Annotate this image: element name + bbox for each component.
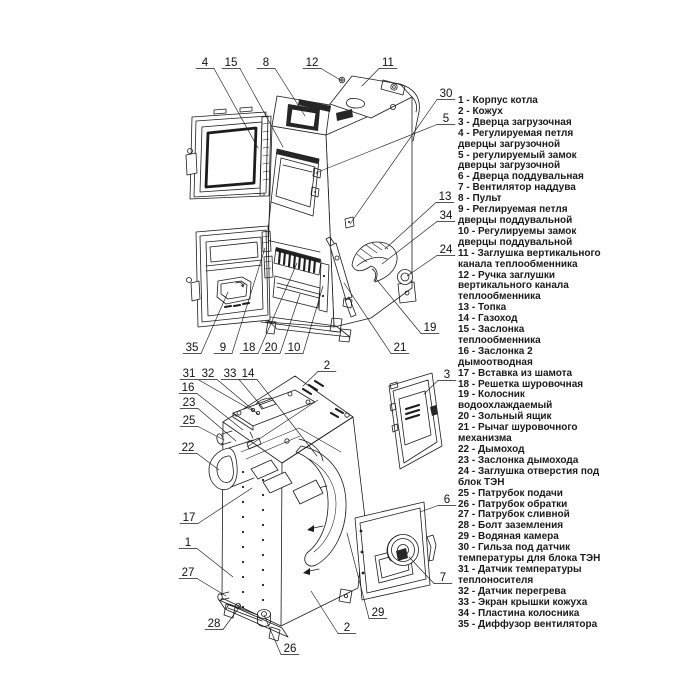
legend-item — [458, 151, 634, 173]
legend-line: 34 - Пластина колосника — [458, 607, 580, 619]
shamot-plate-1 — [251, 460, 278, 479]
legend-item — [458, 423, 634, 445]
callout-6: 6 — [443, 494, 451, 506]
legend-line: блок ТЭН — [458, 476, 505, 488]
legend-line: 3 - Дверца загрузочная — [458, 116, 572, 128]
leader-line-17 — [198, 488, 252, 524]
leader-line-1 — [197, 549, 233, 578]
drain-pipe — [218, 594, 222, 600]
leader-line-32 — [217, 380, 258, 415]
legend-line: 13 - Топка — [458, 302, 507, 314]
callout-31: 31 — [182, 368, 196, 380]
legend-line: 20 - Зольный ящик — [458, 411, 552, 423]
legend-line: 19 - Колосник — [458, 389, 525, 401]
legend-line: 31 - Датчик температуры — [458, 563, 582, 575]
callout-17: 17 — [182, 512, 196, 524]
callout-35: 35 — [185, 342, 199, 354]
leader-line-26 — [264, 615, 281, 655]
callout-3: 3 — [443, 369, 451, 381]
lock-strip-bolt — [322, 295, 324, 297]
sensor-sleeve-hole — [348, 221, 350, 223]
leader-line-25 — [198, 427, 224, 441]
legend-item — [458, 620, 634, 631]
legend-line: 27 - Патрубок сливной — [458, 509, 570, 521]
legend-line: 29 - Водяная камера — [458, 531, 559, 543]
ash-door-handle — [191, 281, 200, 301]
lower-figure — [209, 373, 442, 641]
door-bolt — [361, 551, 364, 554]
upper-figure — [186, 76, 419, 342]
lock-strip-bolt — [323, 275, 325, 277]
legend-item — [458, 249, 634, 271]
legend-line: 33 - Экран крышки кожуха — [458, 596, 588, 608]
legend-line: 6 - Дверца поддувальная — [458, 171, 584, 183]
callout-8: 8 — [262, 57, 270, 69]
legend-item — [458, 390, 634, 412]
legend-item — [458, 347, 634, 369]
callout-11: 11 — [382, 57, 394, 69]
legend-item — [458, 565, 634, 587]
legend-line: 26 - Патрубок обратки — [458, 498, 568, 510]
callout-23: 23 — [182, 397, 196, 409]
ash-handle-pin — [187, 278, 192, 283]
lock-bolt — [316, 172, 318, 174]
legend-line: 4 - Регулируемая петля — [458, 127, 574, 139]
legend-line: 10 - Регулируемы замок — [458, 225, 577, 237]
base-plate — [219, 600, 288, 637]
leader-line-2 — [303, 372, 318, 387]
legend-line: 16 - Заслонка 2 — [458, 345, 533, 357]
legend-line: температуры для блока ТЭН — [458, 553, 601, 565]
legend-line: водоохлаждаемый — [458, 400, 553, 412]
legend-line: 22 - Дымоход — [458, 444, 525, 455]
weld-dots — [242, 471, 264, 608]
callout-5: 5 — [442, 113, 450, 125]
callout-25: 25 — [182, 415, 196, 427]
legend-item — [458, 129, 634, 151]
callout-26: 26 — [283, 643, 297, 655]
legend-item — [458, 325, 634, 347]
callout-28: 28 — [207, 618, 221, 630]
callout-10: 10 — [287, 342, 301, 354]
return-pipe-top — [258, 610, 271, 619]
legend-line: 18 - Решетка шуровочная — [458, 378, 584, 390]
legend-line: 35 - Диффузор вентилятора — [458, 618, 598, 630]
legend-line: 8 - Пульт — [458, 193, 502, 205]
legend-line: дверцы загрузочной — [458, 138, 561, 150]
loading-door-handle — [186, 153, 197, 175]
callout-20: 20 — [264, 342, 278, 354]
callout-13: 13 — [438, 191, 452, 203]
legend-line: 9 - Реглируемая петля — [458, 204, 568, 216]
legend-item — [458, 227, 634, 249]
leader-line-27 — [197, 579, 226, 597]
callout-7: 7 — [439, 572, 447, 584]
callout-1: 1 — [184, 537, 192, 549]
legend-line: 14 - Газоход — [458, 313, 518, 325]
legend-line: дверцы поддувальной — [458, 214, 573, 226]
legend-line: 1 - Корпус котла — [458, 95, 538, 106]
legend-line: теплоносителя — [458, 574, 534, 586]
legend-line: 11 - Заглушка вертикального — [458, 247, 601, 259]
leader-line-12 — [321, 69, 342, 82]
callout-34: 34 — [439, 210, 453, 222]
legend-line: 5 - регулируемый замок — [458, 149, 577, 161]
ash-door — [200, 230, 268, 322]
callout-14: 14 — [241, 368, 255, 380]
legend-line: 12 - Ручка заглушки — [458, 269, 555, 281]
callout-16: 16 — [181, 382, 195, 394]
legend-line: 17 - Вставка из шамота — [458, 367, 573, 379]
callout-12: 12 — [305, 57, 319, 69]
door-bolt — [360, 530, 363, 533]
callout-2: 2 — [343, 622, 351, 634]
leader-line-2 — [311, 591, 338, 634]
foot-hole — [344, 594, 347, 597]
callout-32: 32 — [201, 368, 215, 380]
callout-24: 24 — [439, 244, 453, 256]
ten-block-plug — [398, 270, 413, 285]
callout-21: 21 — [393, 342, 407, 354]
legend-line: дымоотводная — [458, 356, 533, 368]
legend-line: 28 - Болт заземления — [458, 520, 564, 532]
callout-27: 27 — [181, 567, 195, 579]
lock-bolt — [314, 191, 316, 193]
legend-line: 2 - Кожух — [458, 105, 503, 117]
callout-29: 29 — [371, 607, 385, 619]
water-chamber-inner — [309, 459, 336, 552]
legend-item — [458, 369, 634, 380]
foot-right — [339, 329, 351, 342]
legend-line: 7 - Вентилятор наддува — [458, 182, 576, 194]
callout-19: 19 — [423, 322, 437, 334]
callout-30: 30 — [439, 88, 453, 100]
legend-line: 23 - Заслонка дымохода — [458, 454, 579, 466]
legend-item — [458, 489, 634, 500]
legend-item — [458, 609, 634, 620]
legend-line: канала теплообменника — [458, 258, 578, 270]
legend-line: 25 - Патрубок подачи — [458, 487, 563, 499]
legend-line: теплообменника — [458, 334, 541, 346]
leader-line-31 — [198, 380, 253, 412]
legend-line: механизма — [458, 433, 512, 445]
callout-18: 18 — [242, 342, 256, 354]
legend-item — [458, 543, 634, 565]
callout-9: 9 — [219, 342, 227, 354]
legend-line: 24 - Заглушка отверстия под — [458, 465, 600, 477]
cover-flange-inner — [412, 97, 417, 112]
callout-15: 15 — [224, 57, 238, 69]
legend-item — [458, 205, 634, 227]
legend-line: 15 - Заслонка — [458, 324, 525, 336]
shamot-plate-3 — [293, 480, 323, 504]
parts-legend — [458, 96, 634, 630]
legend-line: теплообменника — [458, 291, 541, 303]
legend-line: 21 - Рычаг шуровочного — [458, 422, 578, 434]
legend-line: дверцы загрузочной — [458, 160, 561, 172]
callout-4: 4 — [201, 57, 209, 69]
legend-line: 32 - Датчик перегрева — [458, 585, 567, 597]
door-bolt — [362, 572, 365, 575]
legend-item — [458, 467, 634, 489]
legend-item — [458, 271, 634, 304]
legend-line: дверцы поддувальной — [458, 236, 573, 248]
callout-2: 2 — [323, 360, 331, 372]
callout-33: 33 — [223, 368, 237, 380]
side-vent-slot — [336, 109, 353, 121]
callout-22: 22 — [181, 442, 195, 454]
legend-item — [458, 598, 634, 609]
water-chamber-profile — [296, 446, 346, 566]
leader-line-28 — [223, 609, 238, 630]
legend-line: 30 - Гильза под датчик — [458, 542, 571, 554]
legend-line: вертикального канала — [458, 280, 569, 292]
